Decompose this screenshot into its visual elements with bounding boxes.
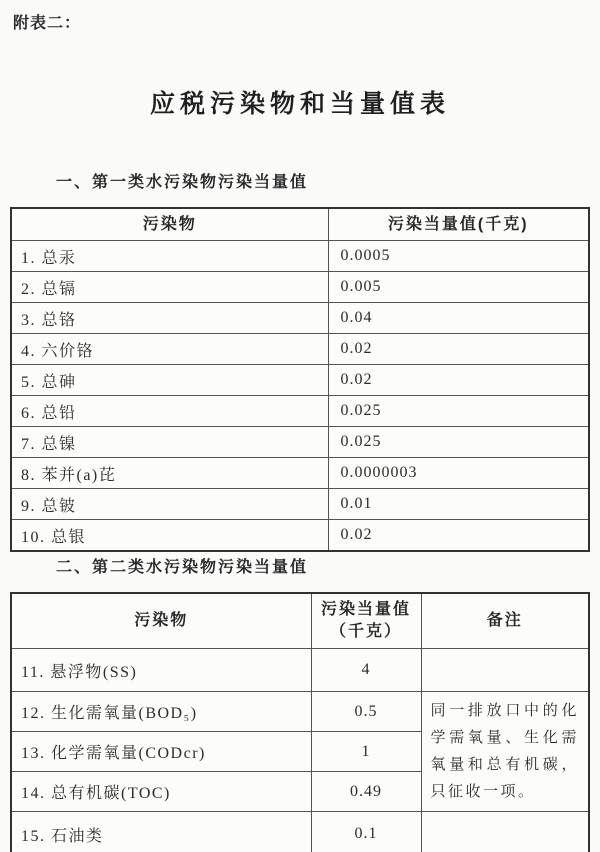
table2-header-remark: 备注 [421,593,589,649]
pollutant-name: 2. 总镉 [11,272,328,303]
table-row [11,303,589,334]
remark-cell-merged: 同一排放口中的化学需氧量、生化需氧量和总有机碳，只征收一项。 [421,692,589,812]
pollutant-equivalent-value: 0.025 [328,427,589,458]
table-row [11,489,589,520]
pollutant-name: 15. 石油类 [11,812,311,852]
table-row [11,272,589,303]
pollutant-equivalent-value: 0.01 [328,489,589,520]
table-row [11,520,589,552]
pollutant-name: 10. 总银 [11,520,328,552]
remark-cell [421,812,589,852]
pollutant-equivalent-value: 0.02 [328,334,589,365]
pollutant-name: 12. 生化需氧量(BOD₅) [11,692,311,732]
table-row [11,334,589,365]
table-row [11,241,589,272]
table-row [11,396,589,427]
pollutant-equivalent-value: 0.0005 [328,241,589,272]
table2-header-equivalent-line2: （千克） [329,623,402,640]
pollutant-equivalent-value: 0.04 [328,303,589,334]
pollutant-name: 11. 悬浮物(SS) [11,649,311,692]
table2-header-equivalent [311,593,421,649]
pollutant-equivalent-value: 0.02 [328,365,589,396]
appendix-label: 附表二： [13,15,82,32]
pollutant-name: 8. 苯并(a)芘 [11,458,328,489]
pollutant-name: 7. 总镍 [11,427,328,458]
pollutant-name: 4. 六价铬 [11,334,328,365]
pollutant-name: 3. 总铬 [11,303,328,334]
table1-header-equivalent: 污染当量值(千克) [328,208,589,241]
table2-header-row [11,593,589,649]
table-row [11,649,589,692]
page-title: 应税污染物和当量值表 [149,91,450,118]
table2-header-equivalent-line1: 污染当量值 [320,601,411,619]
section2-heading: 二、第二类水污染物污染当量值 [56,559,309,576]
remark-cell [421,649,589,692]
pollutant-name: 5. 总砷 [11,365,328,396]
table2-header-pollutant: 污染物 [11,593,311,649]
pollutant-equivalent-value: 0.02 [328,520,589,552]
pollutant-equivalent-value: 0.5 [311,692,421,732]
pollutant-name: 9. 总铍 [11,489,328,520]
table-second-class-water-pollutants [10,592,590,852]
pollutant-equivalent-value: 0.49 [311,772,421,812]
table-row [11,365,589,396]
pollutant-equivalent-value: 1 [311,732,421,772]
pollutant-equivalent-value: 0.025 [328,396,589,427]
pollutant-equivalent-value: 0.005 [328,272,589,303]
section1-heading: 一、第一类水污染物污染当量值 [56,174,309,191]
pollutant-equivalent-value: 0.1 [311,812,421,852]
pollutant-equivalent-value: 4 [311,649,421,692]
pollutant-name: 14. 总有机碳(TOC) [11,772,311,812]
pollutant-equivalent-value: 0.0000003 [328,458,589,489]
pollutant-name: 6. 总铅 [11,396,328,427]
table-row [11,427,589,458]
table1-header-pollutant: 污染物 [11,208,328,241]
pollutant-name: 1. 总汞 [11,241,328,272]
table1-header-row [11,208,589,241]
table-row [11,692,589,732]
table-row [11,812,589,852]
pollutant-name: 13. 化学需氧量(CODcr) [11,732,311,772]
table-row [11,458,589,489]
table-first-class-water-pollutants [10,207,590,552]
